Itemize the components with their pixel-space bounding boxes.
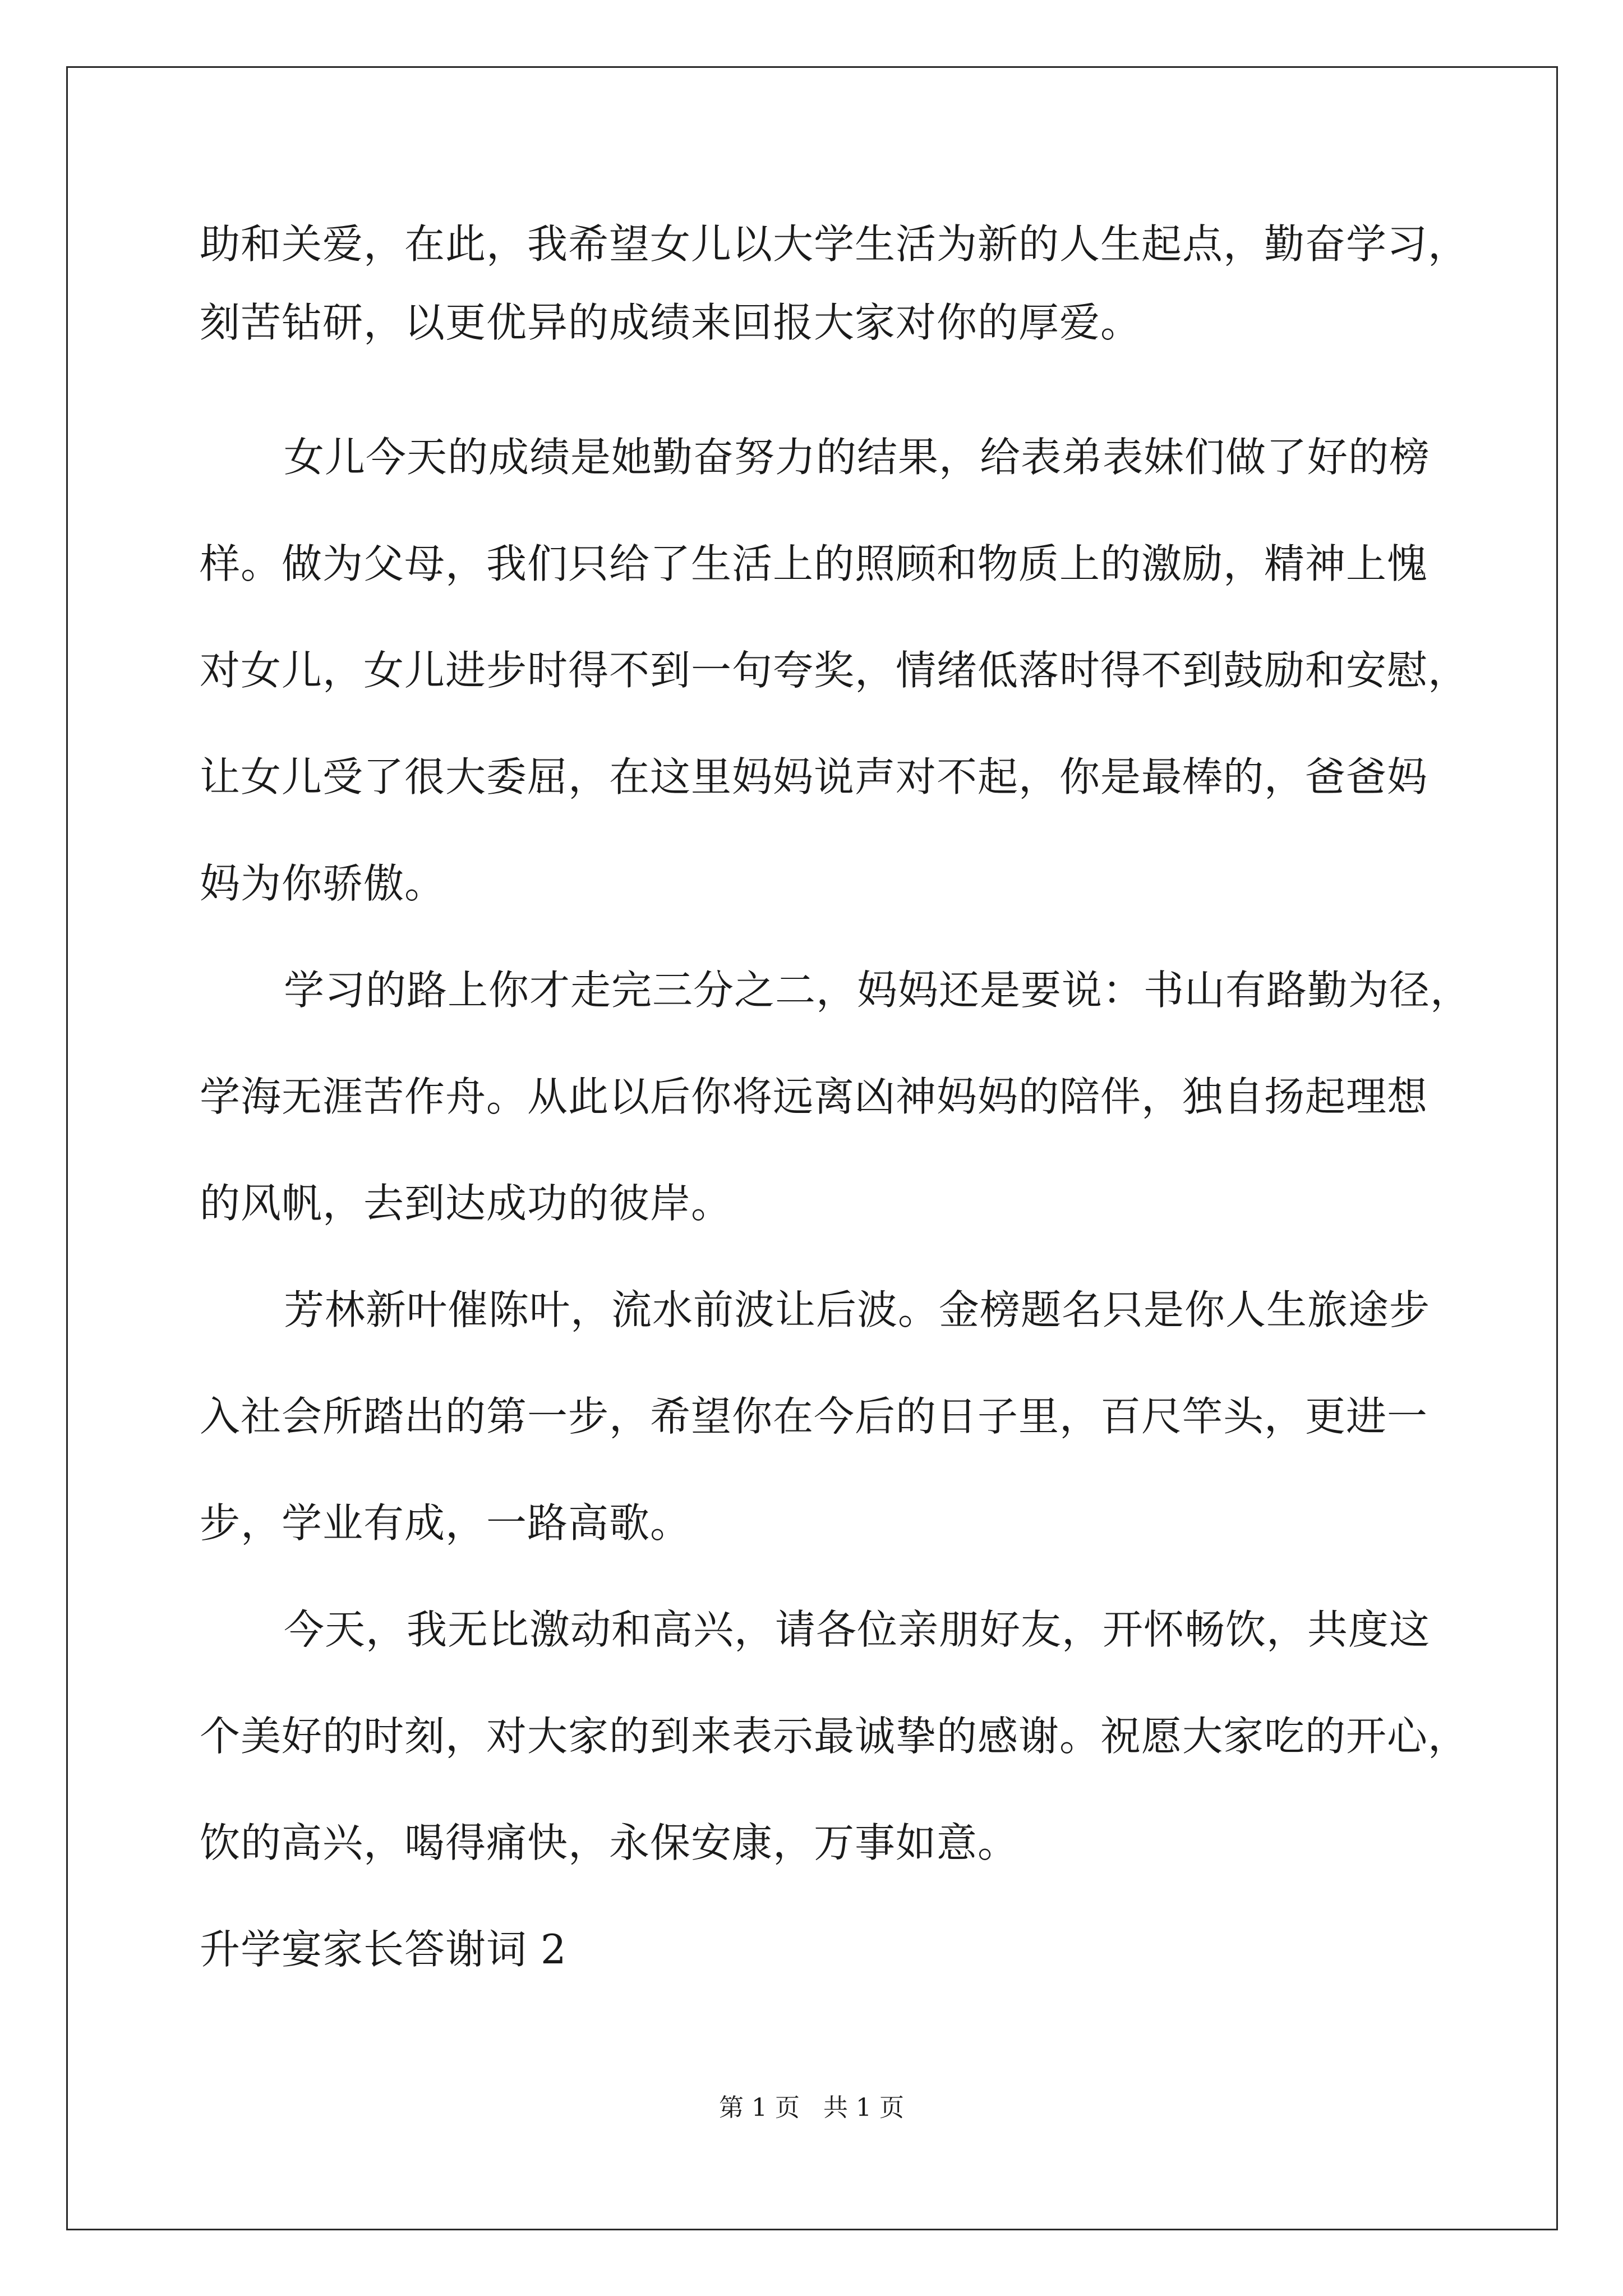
body-text-line: 妈为你骄傲。 [200,860,446,907]
body-text-line: 助和关爱，在此，我希望女儿以大学生活为新的人生起点，勤奋学习， [200,220,1469,268]
body-text-line: 饮的高兴，喝得痛快，永保安康，万事如意。 [200,1819,1019,1866]
body-text-line: 刻苦钻研，以更优异的成绩来回报大家对你的厚爱。 [200,299,1142,346]
paragraph-start-line: 女儿今天的成绩是她勤奋努力的结果，给表弟表妹们做了好的榜 [284,434,1431,481]
paragraph-start-line: 今天，我无比激动和高兴，请各位亲朋好友，开怀畅饮，共度这 [284,1606,1431,1653]
section-heading: 升学宴家长答谢词 2 [200,1926,567,1973]
page-border [66,66,1558,2230]
body-text-line: 入社会所踏出的第一步，希望你在今后的日子里，百尺竿头，更进一 [200,1393,1428,1440]
body-text-line: 个美好的时刻，对大家的到来表示最诚挚的感谢。祝愿大家吃的开心， [200,1713,1469,1760]
paragraph-start-line: 芳林新叶催陈叶，流水前波让后波。金榜题名只是你人生旅途步 [284,1286,1431,1333]
body-text-line: 对女儿，女儿进步时得不到一句夸奖，情绪低落时得不到鼓励和安慰， [200,647,1469,694]
body-text-line: 学海无涯苦作舟。从此以后你将远离凶神妈妈的陪伴，独自扬起理想 [200,1073,1428,1120]
body-text-line: 样。做为父母，我们只给了生活上的照顾和物质上的激励，精神上愧 [200,540,1428,587]
page-number-footer: 第 1 页 共 1 页 [719,2093,904,2122]
paragraph-start-line: 学习的路上你才走完三分之二，妈妈还是要说：书山有路勤为径， [284,967,1472,1014]
body-text-line: 步，学业有成，一路高歌。 [200,1499,691,1547]
body-text-line: 让女儿受了很大委屈，在这里妈妈说声对不起，你是最棒的，爸爸妈 [200,753,1428,800]
body-text-line: 的风帆，去到达成功的彼岸。 [200,1180,732,1227]
